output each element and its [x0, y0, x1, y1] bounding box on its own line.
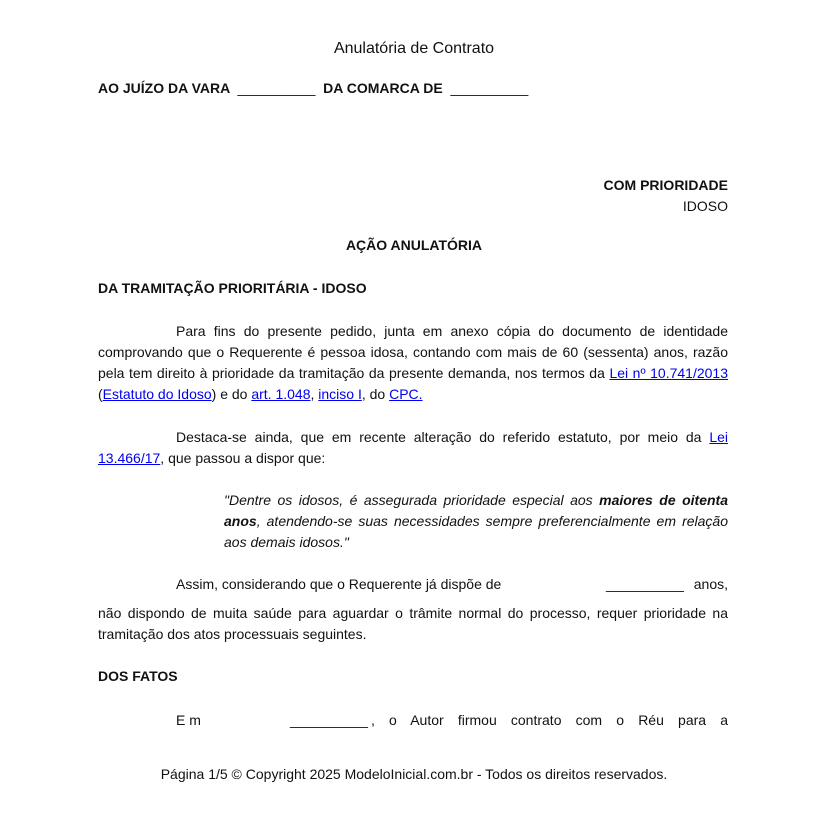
paragraph-health-request: não dispondo de muita saúde para aguardar o trâmite normal do processo, requer prioridade na tramitação dos atos processuais seguintes. [98, 605, 728, 642]
addressee-court: AO JUÍZO DA VARA [98, 80, 230, 96]
date-blank: __________ [290, 712, 368, 728]
page-footer: Página 1/5 © Copyright 2025 ModeloInicial.com.br - Todos os direitos reservados. [160, 766, 668, 782]
priority-block [604, 175, 728, 217]
paragraph1-text5: , do [361, 386, 390, 402]
link-lei-13466[interactable]: Lei 13.466/17 [98, 429, 728, 466]
link-inciso-i[interactable]: inciso I [318, 386, 362, 402]
quote-bold: maiores de oitenta anos [224, 492, 729, 529]
priority-label: COM PRIORIDADE [603, 177, 728, 193]
link-lei-10741[interactable]: Lei nº 10.741/2013 [609, 365, 728, 381]
statute-quote [224, 490, 728, 553]
paragraph3-text1: Assim, considerando que o Requerente já dispõe de [176, 576, 502, 592]
paragraph2-text2: , que passou a dispor que: [160, 450, 326, 466]
paragraph4-text2: , o Autor firmou contrato com o Réu para a [371, 712, 728, 728]
paragraph-facts [98, 710, 728, 731]
priority-type: IDOSO [682, 198, 728, 214]
action-title: AÇÃO ANULATÓRIA [345, 237, 483, 253]
paragraph-priority-request [98, 321, 728, 405]
paragraph-age-line [98, 574, 728, 595]
paragraph1-text3: ) e do [211, 386, 252, 402]
paragraph-statute-change [98, 427, 728, 469]
paragraph1-text2: ( [98, 386, 103, 402]
court-blank: __________ [237, 80, 316, 96]
addressee-line [98, 80, 528, 96]
quote-text1: "Dentre os idosos, é assegurada prioridade especial aos [224, 492, 600, 508]
addressee-district: DA COMARCA DE [323, 80, 443, 96]
paragraph1-text4: , [310, 386, 319, 402]
paragraph2-text: Destaca-se ainda, que em recente alteração do referido estatuto, por meio da [176, 429, 710, 445]
link-estatuto-idoso[interactable]: Estatuto do Idoso [102, 386, 212, 402]
section-heading-tramitacao: DA TRAMITAÇÃO PRIORITÁRIA - IDOSO [98, 280, 367, 296]
link-cpc[interactable]: CPC. [389, 386, 423, 402]
district-blank: __________ [450, 80, 529, 96]
link-art-1048[interactable]: art. 1.048 [251, 386, 311, 402]
paragraph3-years: anos, [693, 576, 728, 592]
quote-text2: , atendendo-se suas necessidades sempre preferencialmente em relação aos demais idosos." [224, 513, 728, 550]
age-blank: __________ [606, 576, 684, 592]
document-title: Anulatória de Contrato [333, 40, 495, 57]
section-heading-fatos: DOS FATOS [98, 668, 178, 684]
paragraph1-text: Para fins do presente pedido, junta em anexo cópia do documento de identidade comprovando que o Requerente é pessoa idosa, contando com mais de 60 (sessenta) anos, razão pela tem direito à prioridade da tramitação da presente demanda, nos termos da [98, 323, 728, 381]
paragraph4-text1: E m [176, 712, 201, 728]
